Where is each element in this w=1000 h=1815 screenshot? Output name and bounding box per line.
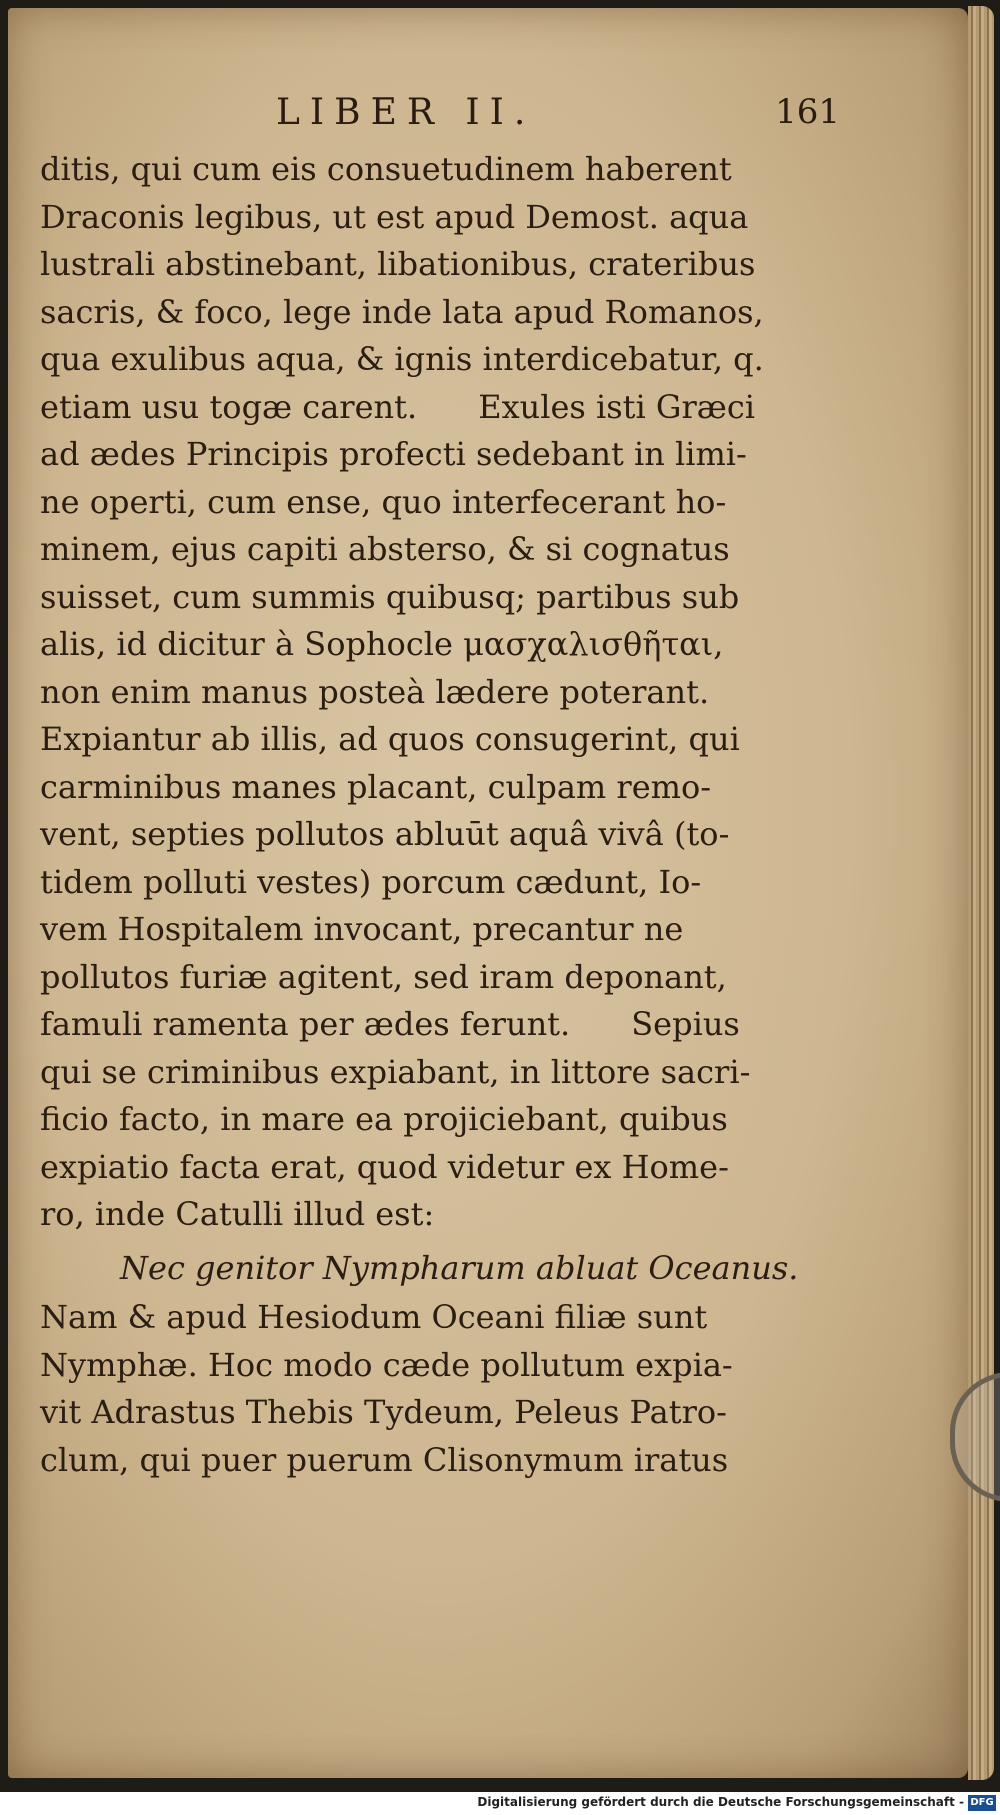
text-line: vem Hospitalem invocant, precantur ne	[40, 910, 684, 948]
text-line: etiam usu togæ carent. Exules isti Græci	[40, 387, 755, 426]
text-line: vent, septies pollutos abluūt aquâ vivâ (to-	[40, 815, 730, 853]
text-line: suisset, cum summis quibusq; partibus sub	[40, 577, 740, 616]
text-line: minem, ejus capiti absterso, & si cognatus	[40, 530, 730, 568]
text-line: ditis, qui cum eis consuetudinem haberent	[40, 150, 732, 188]
funding-notice: Digitalisierung gefördert durch die Deutsche Forschungsgemeinschaft -	[477, 1795, 964, 1809]
book-fore-edge	[968, 6, 994, 1780]
text-line: pollutos furiæ agitent, sed iram deponant,	[40, 957, 727, 996]
text-line: Expiantur ab illis, ad quos consugerint, qui	[40, 720, 740, 758]
page-number: 161	[775, 92, 840, 132]
text-line: ad ædes Principis profecti sedebant in limi-	[40, 435, 747, 473]
text-line: expiatio facta erat, quod videtur ex Home-	[40, 1147, 729, 1186]
text-line: carminibus manes placant, culpam remo-	[40, 767, 712, 806]
text-line: ne operti, cum ense, quo interfecerant ho-	[40, 482, 727, 521]
text-line: qua exulibus aqua, & ignis interdicebatur, q.	[40, 340, 764, 378]
text-line: vit Adrastus Thebis Tydeum, Peleus Patro-	[40, 1393, 727, 1431]
body-text	[40, 146, 860, 1484]
text-line: non enim manus posteà lædere poterant.	[40, 672, 710, 711]
text-line: tidem polluti vestes) porcum cædunt, Io-	[40, 862, 702, 901]
dfg-logo: DFG	[968, 1795, 996, 1811]
text-line: clum, qui puer puerum Clisonymum iratus	[40, 1440, 729, 1479]
text-line: sacris, & foco, lege inde lata apud Romanos,	[40, 292, 764, 331]
text-line: famuli ramenta per ædes ferunt. Sepius	[40, 1005, 740, 1043]
verse-quotation: Nec genitor Nympharum abluat Oceanus.	[120, 1248, 799, 1287]
page-header	[60, 92, 840, 136]
running-title: LIBER II.	[276, 92, 536, 133]
text-line: Nymphæ. Hoc modo cæde pollutum expia-	[40, 1345, 733, 1384]
text-line: ro, inde Catulli illud est:	[40, 1195, 435, 1233]
text-line: ficio facto, in mare ea projiciebant, quibus	[40, 1100, 728, 1138]
text-line: Draconis legibus, ut est apud Demost. aqua	[40, 197, 749, 236]
text-line: alis, id dicitur à Sophocle μασχαλισθῆται,	[40, 625, 724, 663]
text-line: Nam & apud Hesiodum Oceani filiæ sunt	[40, 1298, 708, 1336]
text-line: qui se criminibus expiabant, in littore sacri-	[40, 1052, 751, 1091]
digitization-footer	[0, 1792, 1000, 1815]
text-line: lustrali abstinebant, libationibus, crateribus	[40, 245, 756, 283]
